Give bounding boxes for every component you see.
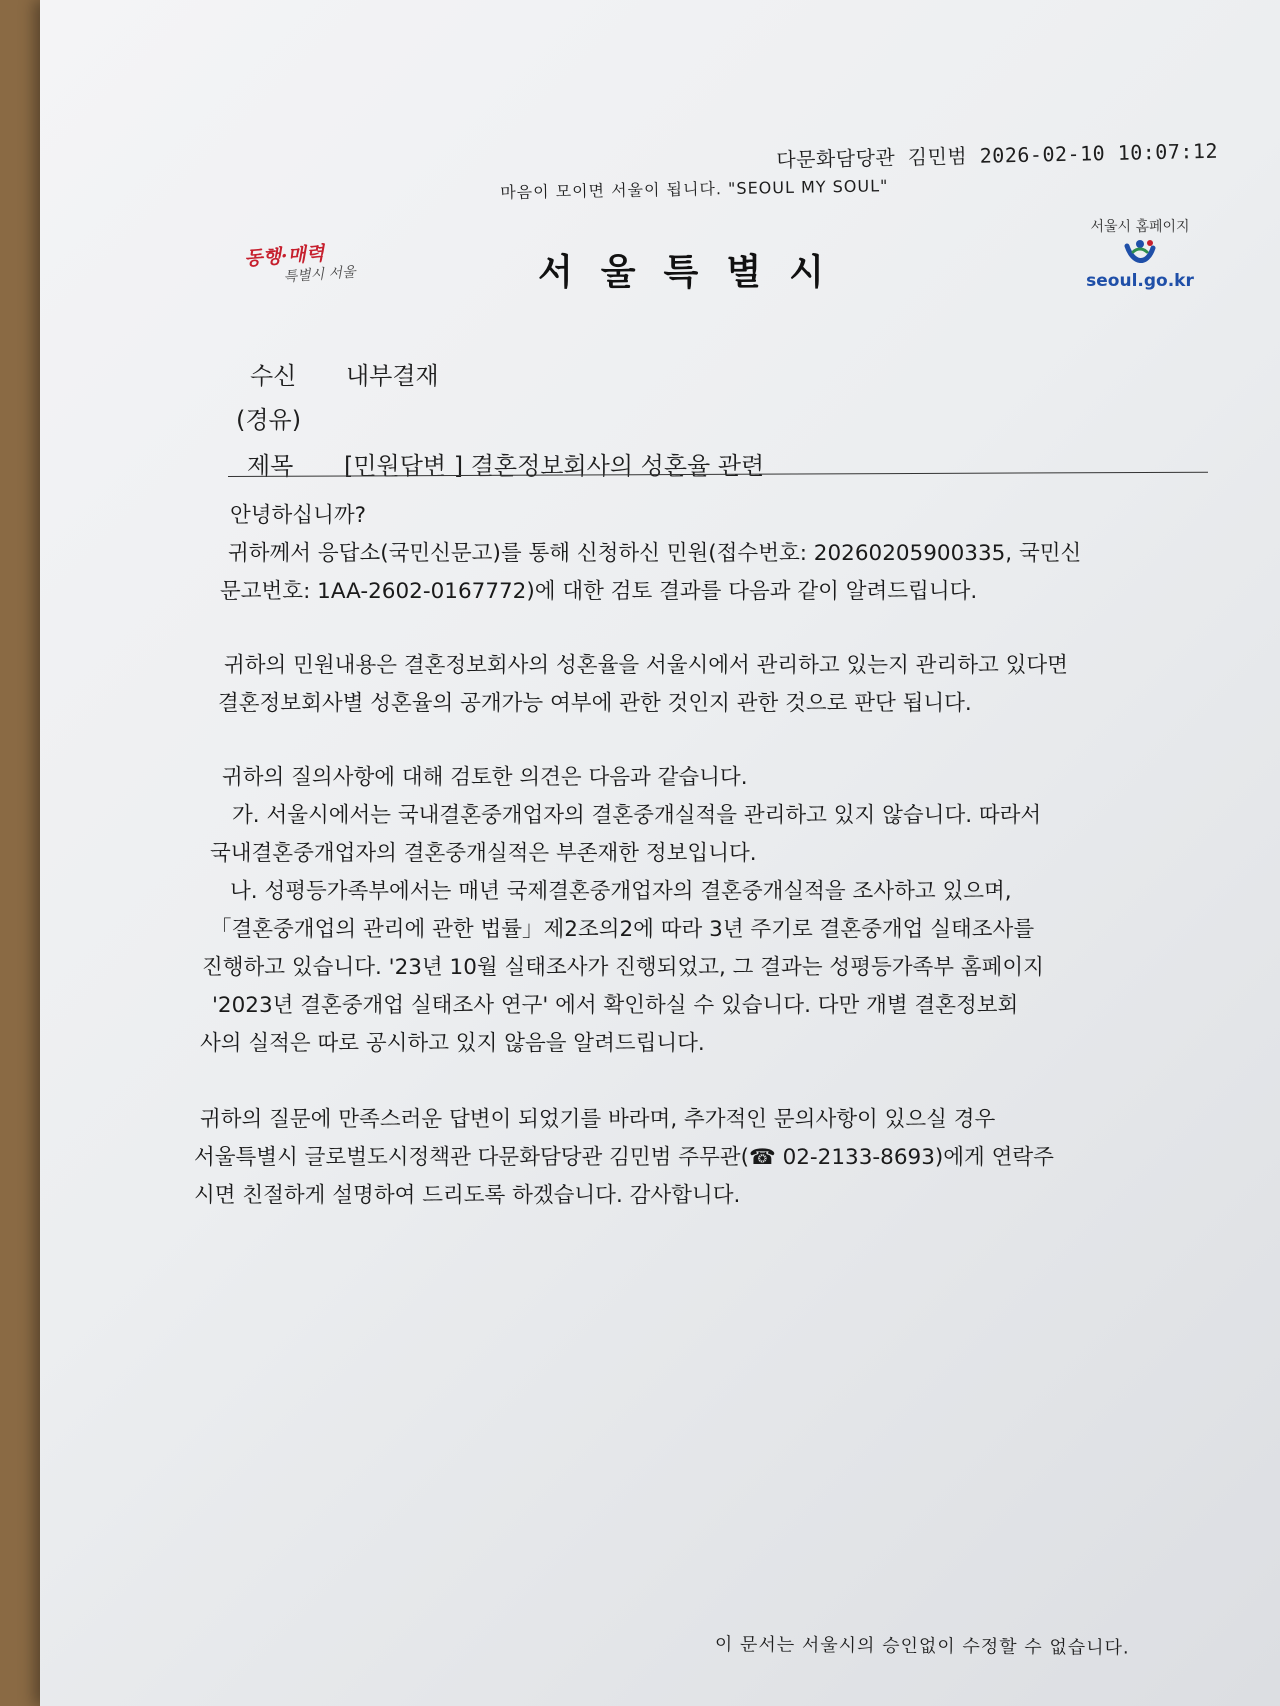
subject-label: 제목 <box>247 452 294 480</box>
via-label: (경유) <box>236 406 302 434</box>
body-line-contact: 서울특별시 글로벌도시정책관 다문화담당관 김민범 주무관(☎ 02-2133-8693)에게 연락주 <box>194 1145 1054 1170</box>
body-line: 귀하의 민원내용은 결혼정보회사의 성혼율을 서울시에서 관리하고 있는지 관리하고 있다면 <box>224 653 1068 678</box>
body-line: 문고번호: 1AA-2602-0167772)에 대한 검토 결과를 다음과 같이 알려드립니다. <box>220 579 978 604</box>
body-line: 귀하의 질의사항에 대해 검토한 의견은 다음과 같습니다. <box>222 765 748 790</box>
body-line: 귀하께서 응답소(국민신문고)를 통해 신청하신 민원(접수번호: 20260205900335, 국민신 <box>228 541 1082 566</box>
logo-left-line2: 특별시 서울 <box>283 264 357 286</box>
homepage-caption: 서울시 홈페이지 <box>1090 219 1190 235</box>
seoul-emblem-icon <box>1123 238 1157 270</box>
body-line: 결혼정보회사별 성혼율의 공개가능 여부에 관한 것인지 관한 것으로 판단 됩니다. <box>218 691 972 716</box>
body-line: '2023년 결혼중개업 실태조사 연구' 에서 확인하실 수 있습니다. 다만 개별 결혼정보회 <box>212 993 1019 1018</box>
homepage-url: seoul.go.kr <box>1086 271 1194 291</box>
footer-notice: 이 문서는 서울시의 승인없이 수정할 수 없습니다. <box>714 1633 1130 1659</box>
slogan: 마음이 모이면 서울이 됩니다. "SEOUL MY SOUL" <box>500 176 889 202</box>
organization-title: 서울특별시 <box>538 252 852 293</box>
recipient-label: 수신 <box>250 362 297 390</box>
logo-left-line1: 동행·매력 <box>243 242 325 271</box>
document-page <box>40 0 1280 1706</box>
body-line-closing: 시면 친절하게 설명하여 드리도록 하겠습니다. 감사합니다. <box>194 1183 741 1208</box>
body-line: 진행하고 있습니다. '23년 10월 실태조사가 진행되었고, 그 결과는 성평등가족부 홈페이지 <box>202 955 1044 980</box>
body-line: 나. 성평등가족부에서는 매년 국제결혼중개업자의 결혼중개실적을 조사하고 있으며, <box>230 879 1012 904</box>
seoul-homepage-logo <box>1080 216 1200 296</box>
body-line: 귀하의 질문에 만족스러운 답변이 되었기를 바라며, 추가적인 문의사항이 있으실 경우 <box>200 1107 996 1132</box>
body-line: 사의 실적은 따로 공시하고 있지 않음을 알려드립니다. <box>200 1031 705 1056</box>
body-line: 「결혼중개업의 관리에 관한 법률」제2조의2에 따라 3년 주기로 결혼중개업 실태조사를 <box>210 917 1035 942</box>
subject-value: [민원답변 ] 결혼정보회사의 성혼율 관련 <box>344 452 765 480</box>
body-line-greeting: 안녕하십니까? <box>230 503 367 528</box>
body-line: 가. 서울시에서는 국내결혼중개업자의 결혼중개실적을 관리하고 있지 않습니다. 따라서 <box>232 803 1042 828</box>
seoul-slogan-logo <box>243 236 361 296</box>
recipient-value: 내부결재 <box>346 362 439 390</box>
body-line: 국내결혼중개업자의 결혼중개실적은 부존재한 정보입니다. <box>210 841 757 866</box>
print-stamp: 다문화담당관 김민범 2026-02-10 10:07:12 <box>776 138 1219 172</box>
